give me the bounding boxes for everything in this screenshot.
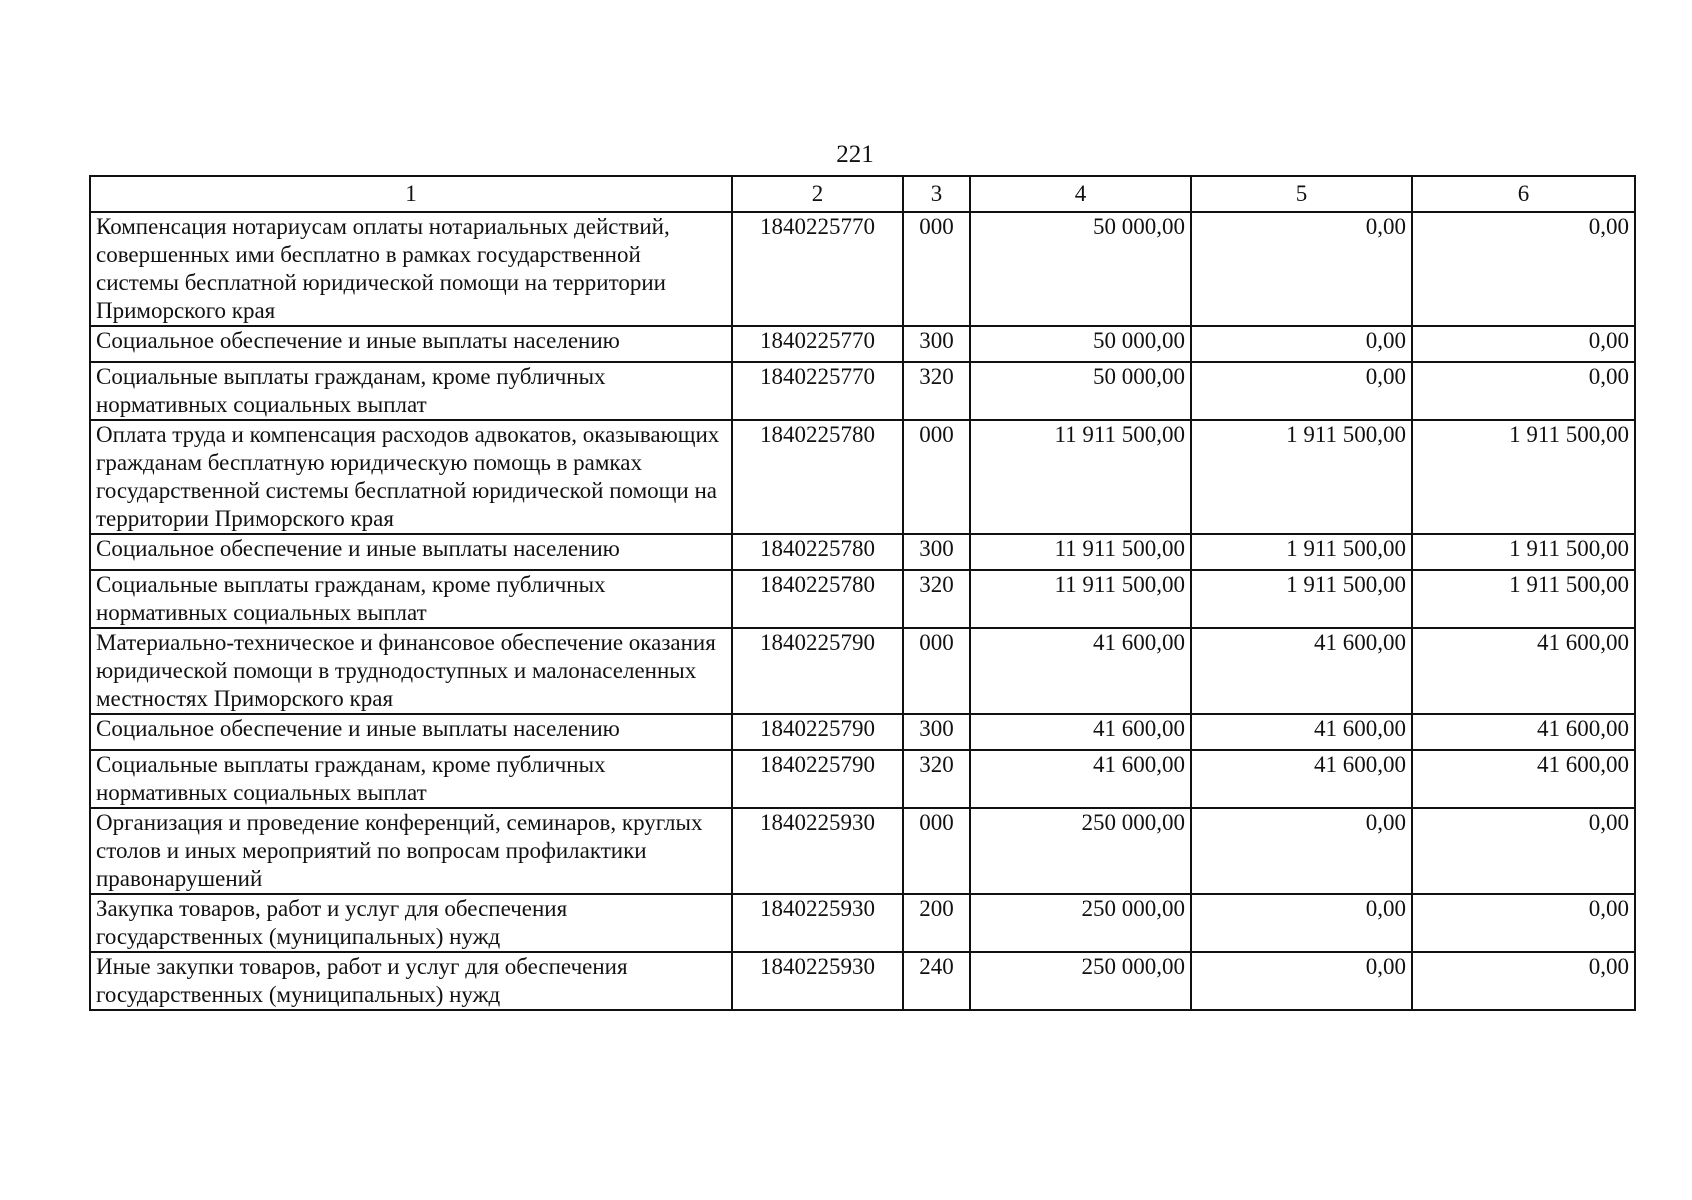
column-header-5: 5 bbox=[1191, 176, 1412, 212]
row-name: Социальное обеспечение и иные выплаты населению bbox=[90, 534, 732, 570]
table-row bbox=[90, 420, 1635, 534]
row-amount-col4: 41 600,00 bbox=[970, 714, 1191, 750]
row-expense-type-code: 300 bbox=[903, 714, 970, 750]
row-amount-col4: 41 600,00 bbox=[970, 628, 1191, 714]
row-amount-col4: 11 911 500,00 bbox=[970, 534, 1191, 570]
column-header-1: 1 bbox=[90, 176, 732, 212]
row-name: Социальные выплаты гражданам, кроме публичных нормативных социальных выплат bbox=[90, 362, 732, 420]
row-amount-col5: 0,00 bbox=[1191, 952, 1412, 1010]
row-target-code: 1840225780 bbox=[732, 420, 903, 534]
row-amount-col6: 0,00 bbox=[1412, 326, 1635, 362]
row-amount-col6: 0,00 bbox=[1412, 362, 1635, 420]
row-target-code: 1840225770 bbox=[732, 326, 903, 362]
row-name: Социальное обеспечение и иные выплаты населению bbox=[90, 326, 732, 362]
row-amount-col5: 41 600,00 bbox=[1191, 750, 1412, 808]
table-row bbox=[90, 570, 1635, 628]
table-row bbox=[90, 326, 1635, 362]
row-expense-type-code: 320 bbox=[903, 362, 970, 420]
column-header-4: 4 bbox=[970, 176, 1191, 212]
row-expense-type-code: 300 bbox=[903, 326, 970, 362]
row-amount-col4: 250 000,00 bbox=[970, 952, 1191, 1010]
row-amount-col4: 50 000,00 bbox=[970, 362, 1191, 420]
row-expense-type-code: 000 bbox=[903, 628, 970, 714]
table-row bbox=[90, 750, 1635, 808]
row-amount-col6: 41 600,00 bbox=[1412, 750, 1635, 808]
column-header-2: 2 bbox=[732, 176, 903, 212]
row-target-code: 1840225930 bbox=[732, 894, 903, 952]
row-target-code: 1840225780 bbox=[732, 534, 903, 570]
row-name: Социальное обеспечение и иные выплаты населению bbox=[90, 714, 732, 750]
table-row bbox=[90, 534, 1635, 570]
row-amount-col5: 0,00 bbox=[1191, 894, 1412, 952]
row-expense-type-code: 320 bbox=[903, 750, 970, 808]
row-amount-col4: 250 000,00 bbox=[970, 894, 1191, 952]
row-amount-col6: 0,00 bbox=[1412, 808, 1635, 894]
row-target-code: 1840225780 bbox=[732, 570, 903, 628]
row-expense-type-code: 300 bbox=[903, 534, 970, 570]
header-row bbox=[90, 176, 1635, 212]
row-name: Социальные выплаты гражданам, кроме публичных нормативных социальных выплат bbox=[90, 570, 732, 628]
row-amount-col5: 0,00 bbox=[1191, 326, 1412, 362]
table-row bbox=[90, 212, 1635, 326]
row-amount-col5: 0,00 bbox=[1191, 362, 1412, 420]
row-name: Закупка товаров, работ и услуг для обеспечения государственных (муниципальных) нужд bbox=[90, 894, 732, 952]
row-name: Социальные выплаты гражданам, кроме публичных нормативных социальных выплат bbox=[90, 750, 732, 808]
row-amount-col4: 50 000,00 bbox=[970, 326, 1191, 362]
row-name: Оплата труда и компенсация расходов адвокатов, оказывающих гражданам бесплатную юридическую помощь в рамках государственной системы бесплатной юридической помощи на территории Приморского края bbox=[90, 420, 732, 534]
row-expense-type-code: 320 bbox=[903, 570, 970, 628]
row-amount-col6: 0,00 bbox=[1412, 212, 1635, 326]
row-amount-col6: 0,00 bbox=[1412, 894, 1635, 952]
row-expense-type-code: 200 bbox=[903, 894, 970, 952]
row-amount-col6: 1 911 500,00 bbox=[1412, 534, 1635, 570]
row-amount-col4: 50 000,00 bbox=[970, 212, 1191, 326]
row-name: Иные закупки товаров, работ и услуг для обеспечения государственных (муниципальных) нужд bbox=[90, 952, 732, 1010]
row-expense-type-code: 240 bbox=[903, 952, 970, 1010]
row-expense-type-code: 000 bbox=[903, 420, 970, 534]
row-name: Материально-техническое и финансовое обеспечение оказания юридической помощи в труднодоступных и малонаселенных местностях Приморского края bbox=[90, 628, 732, 714]
table-row bbox=[90, 894, 1635, 952]
row-target-code: 1840225770 bbox=[732, 362, 903, 420]
row-name: Организация и проведение конференций, семинаров, круглых столов и иных мероприятий по вопросам профилактики правонарушений bbox=[90, 808, 732, 894]
row-amount-col4: 41 600,00 bbox=[970, 750, 1191, 808]
page-number: 221 bbox=[836, 141, 874, 168]
row-amount-col5: 41 600,00 bbox=[1191, 628, 1412, 714]
row-amount-col4: 250 000,00 bbox=[970, 808, 1191, 894]
row-name: Компенсация нотариусам оплаты нотариальных действий, совершенных ими бесплатно в рамках государственной системы бесплатной юридической помощи на территории Приморского края bbox=[90, 212, 732, 326]
row-amount-col5: 0,00 bbox=[1191, 808, 1412, 894]
row-amount-col6: 0,00 bbox=[1412, 952, 1635, 1010]
row-target-code: 1840225790 bbox=[732, 714, 903, 750]
row-amount-col5: 1 911 500,00 bbox=[1191, 534, 1412, 570]
row-amount-col5: 1 911 500,00 bbox=[1191, 570, 1412, 628]
table-row bbox=[90, 714, 1635, 750]
budget-table bbox=[89, 175, 1636, 1011]
row-amount-col6: 41 600,00 bbox=[1412, 714, 1635, 750]
row-amount-col6: 41 600,00 bbox=[1412, 628, 1635, 714]
row-target-code: 1840225930 bbox=[732, 952, 903, 1010]
row-amount-col6: 1 911 500,00 bbox=[1412, 420, 1635, 534]
row-amount-col5: 41 600,00 bbox=[1191, 714, 1412, 750]
row-amount-col4: 11 911 500,00 bbox=[970, 570, 1191, 628]
row-expense-type-code: 000 bbox=[903, 212, 970, 326]
table-row bbox=[90, 808, 1635, 894]
row-amount-col4: 11 911 500,00 bbox=[970, 420, 1191, 534]
table-row bbox=[90, 628, 1635, 714]
table-row bbox=[90, 952, 1635, 1010]
row-target-code: 1840225790 bbox=[732, 750, 903, 808]
table-row bbox=[90, 362, 1635, 420]
row-amount-col6: 1 911 500,00 bbox=[1412, 570, 1635, 628]
row-target-code: 1840225770 bbox=[732, 212, 903, 326]
row-amount-col5: 1 911 500,00 bbox=[1191, 420, 1412, 534]
row-expense-type-code: 000 bbox=[903, 808, 970, 894]
column-header-6: 6 bbox=[1412, 176, 1635, 212]
row-target-code: 1840225790 bbox=[732, 628, 903, 714]
column-header-3: 3 bbox=[903, 176, 970, 212]
row-target-code: 1840225930 bbox=[732, 808, 903, 894]
row-amount-col5: 0,00 bbox=[1191, 212, 1412, 326]
